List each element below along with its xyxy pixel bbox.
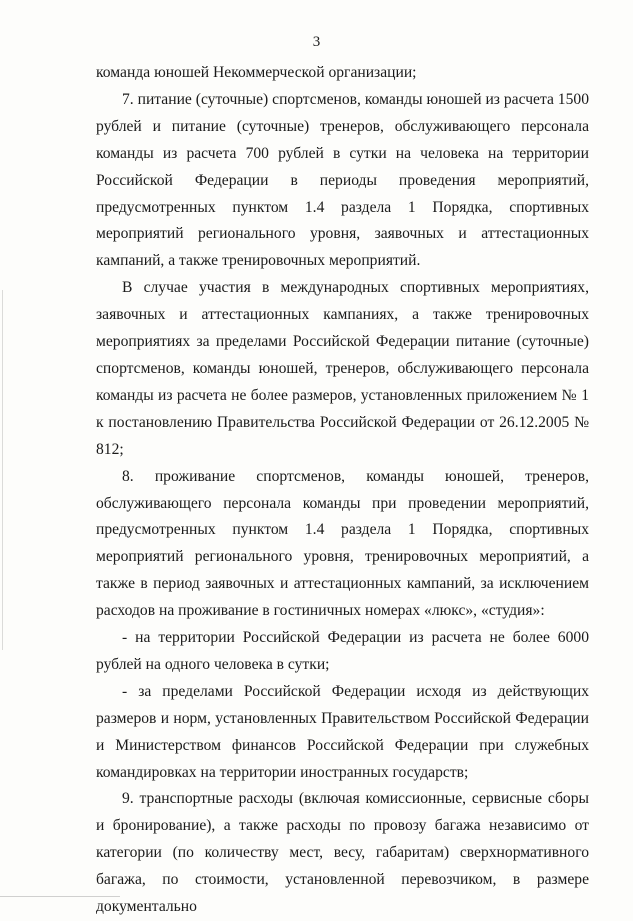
paragraph-item-7-meals: 7. питание (суточные) спортсменов, команды юношей из расчета 1500 рублей и питание (суточные) тренеров, обслуживающего персонала команды из расчета 700 рублей в сутки на человека на территории Российской Федерации в периоды проведения мероприятий, предусмотренных пунктом 1.4 раздела 1 Порядка, спортивных мероприятий регионального уровня, заявочных и аттестационных кампаний, а также тренировочных мероприятий. <box>96 90 589 270</box>
page-number: 3 <box>312 34 321 50</box>
paragraph-team-continuation: команда юношей Некоммерческой организации; <box>96 64 417 81</box>
paragraph-foreign-accommodation: - за пределами Российской Федерации исходя из действующих размеров и норм, установленных Правительством Российской Федерации и Министерством финансов Российской Федерации при служебных командировках на территории иностранных государств; <box>96 682 589 781</box>
document-body <box>96 60 589 921</box>
paragraph-domestic-accommodation: - на территории Российской Федерации из расчета не более 6000 рублей на одного человека в сутки; <box>96 629 589 673</box>
paragraph-item-8-accommodation: 8. проживание спортсменов, команды юношей, тренеров, обслуживающего персонала команды при проведении мероприятий, предусмотренных пунктом 1.4 раздела 1 Порядка, спортивных мероприятий регионального уровня, тренировочных мероприятий, а также в период заявочных и аттестационных кампаний, за исключением расходов на проживание в гостиничных номерах «люкс», «студия»: <box>96 467 589 620</box>
scan-artifact-left <box>2 290 3 650</box>
paragraph-item-9-transport: 9. транспортные расходы (включая комиссионные, сервисные сборы и бронирование), а также расходы по провозу багажа независимо от категории (по количеству мест, весу, габаритам) сверхнормативного багажа, по стоимости, установленной перевозчиком, в размере документально <box>96 790 589 916</box>
scan-artifact-bottom <box>0 896 120 897</box>
paragraph-international-meals: В случае участия в международных спортивных мероприятиях, заявочных и аттестационных кампаниях, а также тренировочных мероприятиях за пределами Российской Федерации питание (суточные) спортсменов, команды юношей, тренеров, обслуживающего персонала команды из расчета не более размеров, установленных приложением № 1 к постановлению Правительства Российской Федерации от 26.12.2005 № 812; <box>96 279 589 458</box>
